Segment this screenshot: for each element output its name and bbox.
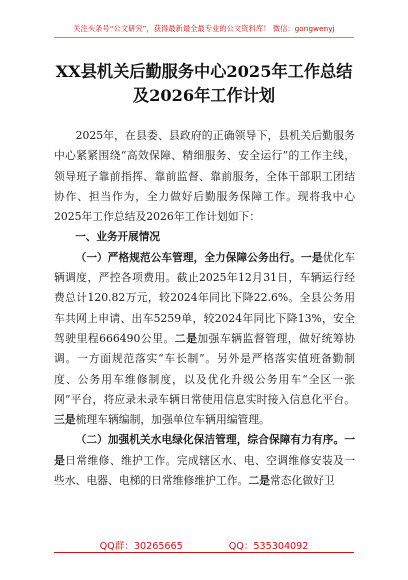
footer-qq-group: QQ群：30265665 — [99, 541, 183, 552]
document-title — [0, 60, 408, 108]
lead-marker: 二是 — [174, 331, 198, 345]
lead-marker: 二是 — [248, 474, 270, 488]
subsection-1-heading: （一）严格规范公车管理，全力保障公务出行。 — [75, 251, 301, 264]
title-line-2: 及2026年工作计划 — [132, 86, 276, 105]
footer-divider — [54, 552, 354, 553]
lead-marker: 一是 — [54, 433, 355, 467]
subsection-1-paragraph — [54, 248, 355, 431]
lead-marker: 一是 — [300, 250, 323, 264]
subsection-1-text-1: 优化车辆调度，严控各项费用。截止2025年12月31日，车辆运行经费总计120.82万元，较2024年同比下降22.6%。全县公务用车共网上申请、出车5259单，较2024年同比下降13%，安全驾驶里程666490公里。 — [54, 250, 356, 345]
title-line-1: XX县机关后勤服务中心2025年工作总结 — [55, 62, 353, 81]
subsection-2-text-2: 常态化做好卫 — [269, 474, 335, 488]
header-promo-note: 关注头条号“公文研究”，获得最新最全最专业的公文资料库！ 微信：gongwenyj — [73, 24, 335, 33]
footer-contact — [0, 538, 408, 552]
header-divider — [54, 37, 354, 38]
subsection-1-text-3: 梳理车辆编制，加强单位车辆用编管理。 — [75, 413, 270, 427]
subsection-1-text-2: 加强车辆监督管理，做好统筹协调。一方面规范落实“车长制”。另外是严格落实值班备勤制度、公务用车维修制度，以及优化升级公务用车“全区一张网”平台，将应录未录车辆日常使用信息实时接入信息化平台。 — [54, 331, 356, 406]
subsection-2-text-1: 日常维修、维护工作。完成辖区水、电、空调维修安装及一些水、电器、电梯的日常维修维护工作。 — [54, 453, 356, 488]
subsection-2-paragraph — [54, 430, 355, 491]
intro-paragraph: 2025年，在县委、县政府的正确领导下，县机关后勤服务中心紧紧围绕“高效保障、精细服务、安全运行”的工作主线，领导班子靠前指挥、靠前监督、靠前服务，全体干部职工团结协作、担当作为，全力做好后勤服务保障工作。现将我中心2025年工作总结及2026年工作计划如下： — [54, 129, 355, 224]
subsection-2-heading: （二）加强机关水电绿化保洁管理，综合保障有力有序。 — [75, 434, 345, 447]
document-body — [54, 126, 355, 491]
footer-qq-number: QQ：535304092 — [228, 541, 309, 552]
section-heading-1: 一、业务开展情况 — [75, 231, 160, 244]
lead-marker: 三是 — [54, 413, 76, 427]
